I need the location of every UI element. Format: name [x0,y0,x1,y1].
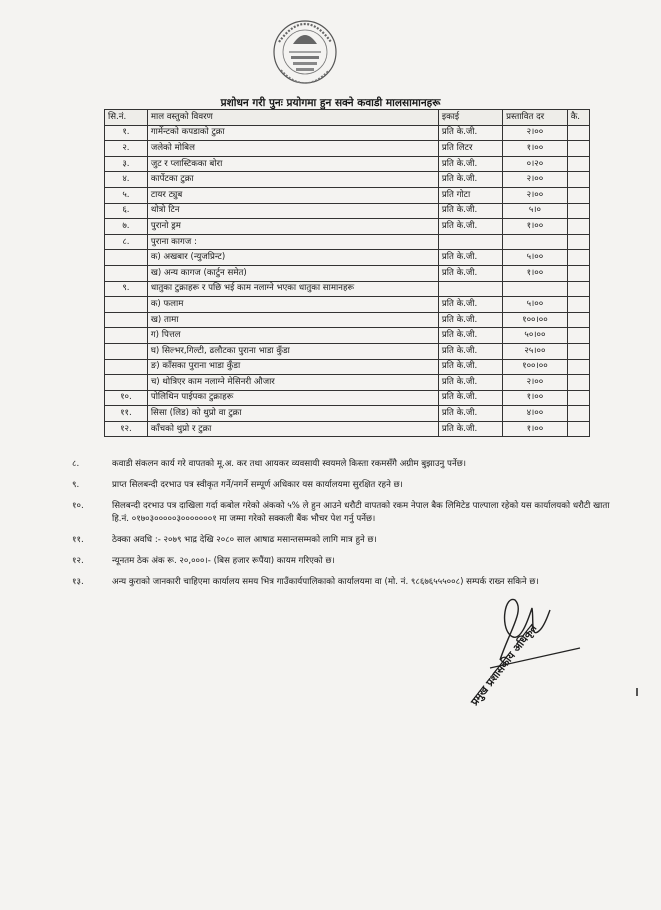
cell-description: ग) पित्तल [147,328,438,344]
table-body [105,125,590,437]
cell-unit: प्रति लिटर [438,141,502,157]
cell-rate: ४।०० [503,406,568,422]
note-text: प्राप्त सिलबन्दी दरभाउ पत्र स्वीकृत गर्ने/नगर्ने सम्पूर्ण अधिकार यस कार्यालयमा सुरक्षित रहने छ। [112,480,403,490]
table-row [105,219,590,235]
cell-sn [105,328,148,344]
cell-remarks [567,172,589,188]
cell-description: ङ) काँसका पुराना भाडा कुँडा [147,359,438,375]
note-text: सिलबन्दी दरभाउ पत्र दाखिला गर्दा कबोल गरेको अंकको ५% ले हुन आउने धरौटी वापतको रकम नेपाल बैक लिमिटेड पाल्पाला रहेको यस कार्यालयको धरौटी खाता हि.नं. ०१७०३०००००३०००००००१ मा जम्मा गरेको सक्कली बैंक भौचर पेश गर्नु पर्नेछ। [112,501,610,524]
table-row [105,250,590,266]
table-row [105,375,590,391]
col-header-remarks: कै. [567,110,589,126]
cell-sn [105,375,148,391]
cell-unit [438,234,502,250]
note-number: १२. [72,556,84,566]
col-header-rate: प्रस्तावित दर [503,110,568,126]
note-text: अन्य कुराको जानकारी चाहिएमा कार्यालय समय भित्र गाउँकार्यपालिकाको कार्यालयमा वा (मो. नं. ९८६७६५५५००८) सम्पर्क राख्न सकिने छ। [112,577,539,587]
cell-description: च) थोत्रिएर काम नलाग्ने मेसिनरी औजार [147,375,438,391]
cell-description: जलेको मोबिल [147,141,438,157]
note-item [72,555,612,568]
cell-remarks [567,421,589,437]
note-text: न्यूनतम ठेक अंक रू. २०,०००।- (बिस हजार रूपैंया) कायम गरिएको छ। [112,556,335,566]
note-number: १०. [72,501,84,511]
cell-sn: १. [105,125,148,141]
cell-sn [105,297,148,313]
table-row [105,297,590,313]
cell-rate: १।०० [503,219,568,235]
page-title: प्रशोधन गरी पुनः प्रयोगमा हुन सक्ने कवाडी मालसामानहरू [220,97,441,109]
cell-unit: प्रति के.जी. [438,375,502,391]
cell-remarks [567,281,589,297]
cell-rate: १।०० [503,421,568,437]
cell-description: काँचको थुप्रो र टुक्रा [147,421,438,437]
note-item [72,479,612,492]
note-number: ११. [72,535,84,545]
cell-rate: १००।०० [503,312,568,328]
cell-description: ख) अन्य कागज (कार्टुन समेत) [147,265,438,281]
cell-description: कार्पेटका टुक्रा [147,172,438,188]
cell-sn: ८. [105,234,148,250]
table-row [105,406,590,422]
note-item [72,534,612,547]
table-row [105,187,590,203]
cell-sn: ६. [105,203,148,219]
cell-sn: ७. [105,219,148,235]
table-row [105,328,590,344]
table-row [105,172,590,188]
note-item [72,458,612,471]
cell-description: धातुका टुक्राहरू र पछि भई काम नलाग्ने भएका धातुका सामानहरू [147,281,438,297]
scrap-items-table [104,109,590,437]
signatory-title: प्रमुख प्रशासकीय अधिकृत [468,622,540,709]
cell-unit: प्रति के.जी. [438,203,502,219]
cell-description: गार्मेन्टको कपडाको टुक्रा [147,125,438,141]
cell-sn: ९. [105,281,148,297]
cell-rate: ५।०० [503,297,568,313]
cell-rate: २।०० [503,187,568,203]
cell-description: क) फलाम [147,297,438,313]
col-header-unit: इकाई [438,110,502,126]
table-row [105,265,590,281]
cell-description: ख) तामा [147,312,438,328]
cell-remarks [567,265,589,281]
table-row [105,343,590,359]
cell-remarks [567,359,589,375]
note-item [72,500,612,526]
col-header-description: माल वस्तुको विवरण [147,110,438,126]
table-row [105,390,590,406]
cell-description: पुरानो ड्रम [147,219,438,235]
cell-sn [105,265,148,281]
cell-unit: प्रति के.जी. [438,406,502,422]
cell-rate: २।०० [503,172,568,188]
cell-unit: प्रति के.जी. [438,172,502,188]
cell-unit: प्रति के.जी. [438,328,502,344]
office-seal-icon [271,12,339,94]
cell-sn: १२. [105,421,148,437]
cell-description: क) अखबार (न्युजप्रिन्ट) [147,250,438,266]
cell-unit: प्रति के.जी. [438,125,502,141]
cell-description: घ) सिल्भर,गिल्टी, ढलौटका पुराना भाडा कुँडा [147,343,438,359]
cell-rate: ५०।०० [503,328,568,344]
cell-remarks [567,343,589,359]
cell-remarks [567,328,589,344]
cell-rate: २।०० [503,375,568,391]
cell-unit: प्रति के.जी. [438,265,502,281]
cell-sn: ५. [105,187,148,203]
cell-rate [503,234,568,250]
cell-sn: २. [105,141,148,157]
cell-unit: प्रति के.जी. [438,297,502,313]
cell-sn [105,250,148,266]
cell-rate: १।०० [503,390,568,406]
cell-rate: ५।०० [503,250,568,266]
cell-remarks [567,390,589,406]
table-row [105,359,590,375]
table-row [105,281,590,297]
cell-rate: ५।० [503,203,568,219]
table-header-row [105,110,590,126]
cell-description: टायर ट्युब [147,187,438,203]
cell-remarks [567,375,589,391]
table-row [105,234,590,250]
cell-rate: १००।०० [503,359,568,375]
cell-remarks [567,125,589,141]
cell-sn: ३. [105,156,148,172]
cell-remarks [567,141,589,157]
cell-unit: प्रति गोटा [438,187,502,203]
cell-remarks [567,219,589,235]
cell-unit: प्रति के.जी. [438,250,502,266]
cell-sn: १०. [105,390,148,406]
cell-sn [105,343,148,359]
cell-rate: २५।०० [503,343,568,359]
cell-unit: प्रति के.जी. [438,390,502,406]
cell-unit [438,281,502,297]
note-number: ८. [72,459,80,469]
table-row [105,141,590,157]
cell-remarks [567,312,589,328]
cell-remarks [567,203,589,219]
table-row [105,312,590,328]
cell-description: थोत्रो टिन [147,203,438,219]
cell-unit: प्रति के.जी. [438,156,502,172]
cell-remarks [567,406,589,422]
cell-rate: ०।२० [503,156,568,172]
cell-unit: प्रति के.जी. [438,421,502,437]
cell-remarks [567,234,589,250]
cell-remarks [567,156,589,172]
table-row [105,125,590,141]
cell-sn: ४. [105,172,148,188]
page-mark [636,688,638,696]
cell-description: पुराना कागज : [147,234,438,250]
cell-sn: ११. [105,406,148,422]
note-text: कवाडी संकलन कार्य गरे वापतको मू.अ. कर तथा आयकर व्यवसायी स्वयमले किस्ता रकमसँगै अग्रीम बुझाउनु पर्नेछ। [112,459,466,469]
cell-remarks [567,297,589,313]
cell-rate: १।०० [503,141,568,157]
col-header-sn: सि.नं. [105,110,148,126]
cell-description: जुट र प्लास्टिकका बोरा [147,156,438,172]
cell-unit: प्रति के.जी. [438,312,502,328]
cell-sn [105,312,148,328]
cell-sn [105,359,148,375]
note-item [72,576,612,589]
cell-unit: प्रति के.जी. [438,219,502,235]
note-number: १३. [72,577,84,587]
cell-remarks [567,187,589,203]
cell-description: पोलिथिन पाईपका टुक्राहरू [147,390,438,406]
table-row [105,156,590,172]
cell-rate: १।०० [503,265,568,281]
cell-description: सिसा (लिड) को थुप्रो वा टुक्रा [147,406,438,422]
note-number: ९. [72,480,80,490]
cell-rate: २।०० [503,125,568,141]
notes-list [72,458,612,597]
table-row [105,203,590,219]
cell-remarks [567,250,589,266]
cell-unit: प्रति के.जी. [438,343,502,359]
cell-rate [503,281,568,297]
table-row [105,421,590,437]
note-text: ठेक्का अवधि :- २०७९ भाद्र देखि २०८० साल आषाढ मसान्तसम्मको लागि मात्र हुने छ। [112,535,377,545]
cell-unit: प्रति के.जी. [438,359,502,375]
